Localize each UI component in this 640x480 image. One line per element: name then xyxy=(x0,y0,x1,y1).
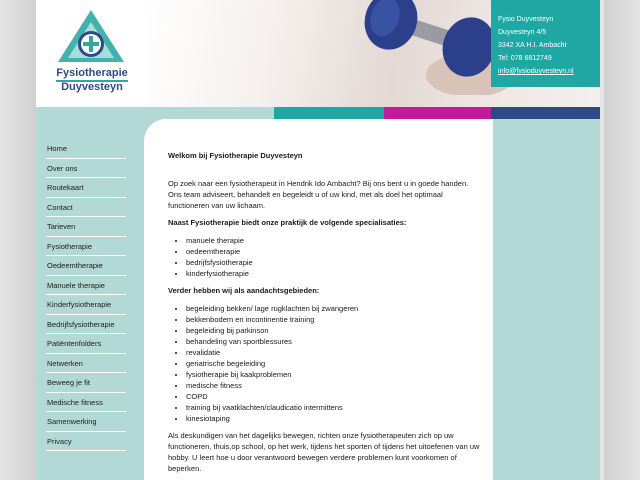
sidebar-item-kinderfysiotherapie[interactable]: Kinderfysiotherapie xyxy=(46,295,126,315)
sidebar-item-medische-fitness[interactable]: Medische fitness xyxy=(46,393,126,413)
contact-street: Duyvesteyn 4/5 xyxy=(498,29,547,36)
list-item: • bedrijfsfysiotherapie xyxy=(186,257,481,268)
list-item: • begeleiding bij parkinson xyxy=(186,325,481,336)
contact-name: Fysio Duyvesteyn xyxy=(498,16,554,23)
specialisaties-list xyxy=(168,235,481,279)
sidebar-item-contact[interactable]: Contact xyxy=(46,198,126,218)
contact-city: 3342 XA H.I. Ambacht xyxy=(498,42,567,49)
list-item: • kinesiotaping xyxy=(186,413,481,424)
aandachtsgebieden-heading: Verder hebben wij als aandachtsgebieden: xyxy=(168,286,320,295)
sidebar-item-routekaart[interactable]: Routekaart xyxy=(46,178,126,198)
stripe-teal xyxy=(274,107,384,119)
list-item: • COPD xyxy=(186,391,481,402)
list-item: • oedeemtherapie xyxy=(186,246,481,257)
stripe-navy xyxy=(491,107,600,119)
page-shadow-left xyxy=(0,0,36,480)
sidebar-item-beweeg-je-fit[interactable]: Beweeg je fit xyxy=(46,373,126,393)
sidebar-nav xyxy=(46,139,126,451)
color-stripes xyxy=(36,107,600,119)
specialisaties-heading: Naast Fysiotherapie biedt onze praktijk de volgende specialisaties: xyxy=(168,218,407,227)
intro-paragraph: Op zoek naar een fysiotherapeut in Hendrik Ido Ambacht? Bij ons bent u in goede handen. Ons team adviseert, behandelt en begeleidt u of uw kind, met als doel het optimaal functioneren van uw lichaam. xyxy=(168,179,469,210)
sidebar-item-netwerken[interactable]: Netwerken xyxy=(46,354,126,374)
sidebar-item-home[interactable]: Home xyxy=(46,139,126,159)
sidebar-item-manuele-therapie[interactable]: Manuele therapie xyxy=(46,276,126,296)
list-item: • fysiotherapie bij kaakproblemen xyxy=(186,369,481,380)
stripe-magenta xyxy=(384,107,491,119)
outro-paragraph: Als deskundigen van het dagelijks bewegen, richten onze fysiotherapeuten zich op uw functioneren, thuis,op school, op het werk, tijdens het sporten of tijdens het uitoefenen van uw hobby. U leert hoe u door verantwoord bewegen verdere problemen kunt voorkomen of beperken. xyxy=(168,431,480,473)
main-content xyxy=(144,119,493,480)
logo-text-line1: Fysiotherapie xyxy=(56,67,128,79)
sidebar-item-fysiotherapie[interactable]: Fysiotherapie xyxy=(46,237,126,257)
list-item: • bekkenbodem en incontinentie training xyxy=(186,314,481,325)
stripe-light xyxy=(36,107,274,119)
list-item: • manuele therapie xyxy=(186,235,481,246)
sidebar-item-bedrijfsfysiotherapie[interactable]: Bedrijfsfysiotherapie xyxy=(46,315,126,335)
sidebar-item-patientenfolders[interactable]: Patiëntenfolders xyxy=(46,334,126,354)
contact-phone: Tel: 078 6812749 xyxy=(498,55,552,62)
list-item: • revalidatie xyxy=(186,347,481,358)
sidebar-item-over-ons[interactable]: Over ons xyxy=(46,159,126,179)
contact-email-link[interactable]: info@fysioduyvesteyn.nl xyxy=(498,68,574,75)
logo-icon xyxy=(36,0,146,107)
sidebar-item-tarieven[interactable]: Tarieven xyxy=(46,217,126,237)
list-item: • begeleiding bekken/ lage rugklachten bij zwangeren xyxy=(186,303,481,314)
page-container xyxy=(36,0,600,480)
page-shadow-right xyxy=(604,0,640,480)
logo[interactable] xyxy=(36,0,146,107)
header xyxy=(36,0,600,107)
contact-box xyxy=(491,0,600,87)
sidebar-item-oedeemtherapie[interactable]: Oedeemtherapie xyxy=(46,256,126,276)
sidebar-item-privacy[interactable]: Privacy xyxy=(46,432,126,452)
list-item: • geriatrische begeleiding xyxy=(186,358,481,369)
list-item: • kinderfysiotherapie xyxy=(186,268,481,279)
list-item: • medische fitness xyxy=(186,380,481,391)
logo-text-line2: Duyvesteyn xyxy=(61,81,123,93)
list-item: • behandeling van sportblessures xyxy=(186,336,481,347)
sidebar-item-samenwerking[interactable]: Samenwerking xyxy=(46,412,126,432)
list-item: • training bij vaatklachten/claudicatio intermittens xyxy=(186,402,481,413)
page-title: Welkom bij Fysiotherapie Duyvesteyn xyxy=(168,151,303,160)
aandachtsgebieden-list xyxy=(168,303,481,424)
